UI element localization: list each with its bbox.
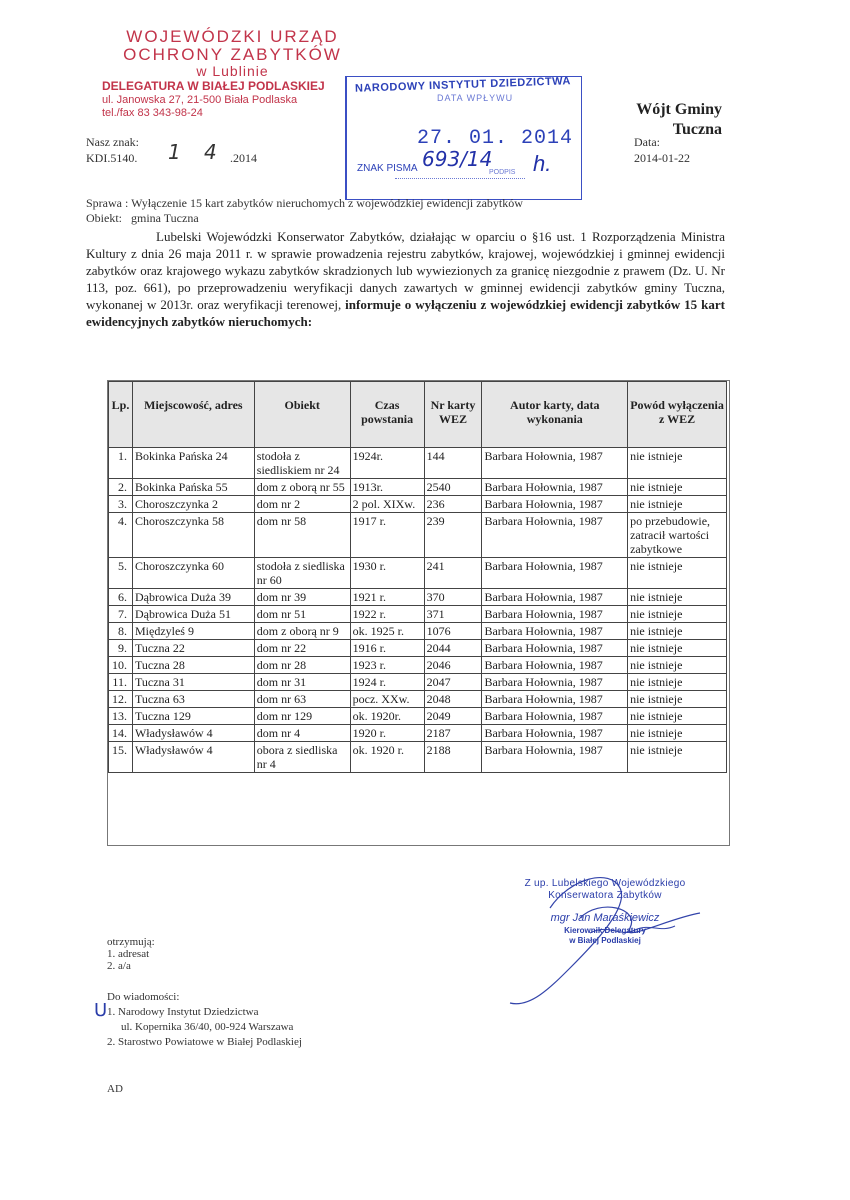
subject-sprawa: Sprawa : Wyłączenie 15 kart zabytków nieruchomych z wojewódzkiej ewidencji zabytków [86, 196, 523, 210]
table-cell: Barbara Hołownia, 1987 [482, 623, 628, 640]
table-row [109, 496, 727, 513]
table-cell: Międzyleś 9 [132, 623, 254, 640]
table-cell: 2. [109, 479, 133, 496]
table-cell: 7. [109, 606, 133, 623]
table-cell: dom nr 39 [254, 589, 350, 606]
table-row [109, 448, 727, 479]
table-cell: Barbara Hołownia, 1987 [482, 691, 628, 708]
table-cell: ok. 1920 r. [350, 742, 424, 773]
signature-stamp-line: Z up. Lubelskiego Wojewódzkiego [524, 878, 686, 889]
table-cell: nie istnieje [628, 691, 727, 708]
table-cell: 2046 [424, 657, 482, 674]
table-cell: 236 [424, 496, 482, 513]
table-cell: 2044 [424, 640, 482, 657]
table-cell: pocz. XXw. [350, 691, 424, 708]
table-cell: po przebudowie, zatracił wartości zabytkowe [628, 513, 727, 558]
table-cell: nie istnieje [628, 558, 727, 589]
signature-stamp-line: Konserwatora Zabytków [548, 890, 662, 901]
table-cell: Barbara Hołownia, 1987 [482, 496, 628, 513]
ref-label: Nasz znak: [86, 135, 139, 149]
table-cell: 13. [109, 708, 133, 725]
table-cell: dom nr 2 [254, 496, 350, 513]
body-paragraph [86, 228, 725, 330]
recipients-block [107, 936, 155, 972]
table-cell: 2188 [424, 742, 482, 773]
table-cell: 370 [424, 589, 482, 606]
addressee-line: Tuczna [672, 121, 722, 138]
table-cell: Tuczna 31 [132, 674, 254, 691]
table-cell: obora z siedliska nr 4 [254, 742, 350, 773]
table-cell: ok. 1925 r. [350, 623, 424, 640]
table-cell: stodoła z siedliskiem nr 24 [254, 448, 350, 479]
table-cell: nie istnieje [628, 674, 727, 691]
table-header-cell: Autor karty, data wykonania [482, 382, 628, 448]
cc-line: ul. Kopernika 36/40, 00-924 Warszawa [121, 1021, 294, 1033]
received-podpis-label: PODPIS [489, 169, 516, 176]
letterhead-line: w Lublinie [196, 63, 269, 79]
table-cell: 2047 [424, 674, 482, 691]
table-cell: stodoła z siedliska nr 60 [254, 558, 350, 589]
letterhead-line: WOJEWÓDZKI URZĄD [126, 27, 339, 46]
table-cell: dom nr 4 [254, 725, 350, 742]
recipient-item: 2. a/a [107, 960, 131, 972]
received-znak-label: ZNAK PISMA [357, 163, 418, 174]
table-cell: 1916 r. [350, 640, 424, 657]
table-cell: 1076 [424, 623, 482, 640]
table-cell: 2187 [424, 725, 482, 742]
table-cell: Barbara Hołownia, 1987 [482, 742, 628, 773]
ref-prefix: KDI.5140. [86, 151, 138, 165]
received-stamp [345, 76, 582, 200]
letterhead-phone: tel./fax 83 343-98-24 [102, 107, 203, 119]
table-cell: Tuczna 63 [132, 691, 254, 708]
recipients-label: otrzymują: [107, 936, 155, 948]
table-cell: Barbara Hołownia, 1987 [482, 558, 628, 589]
received-stamp-label: DATA WPŁYWU [437, 93, 514, 103]
table-header-cell: Nr karty WEZ [424, 382, 482, 448]
table-cell: dom nr 31 [254, 674, 350, 691]
table-body [109, 448, 727, 773]
table-cell: 3. [109, 496, 133, 513]
table-cell: 1924r. [350, 448, 424, 479]
letterhead-stamp [100, 28, 365, 120]
dotted-line [395, 178, 525, 179]
table-cell: dom z oborą nr 55 [254, 479, 350, 496]
table-row [109, 606, 727, 623]
table-row [109, 725, 727, 742]
table-cell: 1917 r. [350, 513, 424, 558]
table-cell: 8. [109, 623, 133, 640]
table-cell: 2049 [424, 708, 482, 725]
table-cell: Władysławów 4 [132, 742, 254, 773]
table-cell: Dąbrowica Duża 39 [132, 589, 254, 606]
cc-line: 1. Narodowy Instytut Dziedzictwa [107, 1006, 259, 1018]
table-cell: 15. [109, 742, 133, 773]
table-cell: 9. [109, 640, 133, 657]
table-row [109, 657, 727, 674]
table-row [109, 558, 727, 589]
table-cell: Barbara Hołownia, 1987 [482, 589, 628, 606]
table-cell: 12. [109, 691, 133, 708]
cc-line: 2. Starostwo Powiatowe w Białej Podlaskiej [107, 1036, 302, 1048]
signature-stamp-name: mgr Jan Maraśkiewicz [550, 912, 660, 924]
table-cell: Tuczna 129 [132, 708, 254, 725]
table-cell: 1930 r. [350, 558, 424, 589]
table-cell: 1. [109, 448, 133, 479]
table-cell: 2048 [424, 691, 482, 708]
table-row [109, 708, 727, 725]
table-cell: Barbara Hołownia, 1987 [482, 448, 628, 479]
table-cell: nie istnieje [628, 742, 727, 773]
signature-stamp-title: w Białej Podlaskiej [569, 936, 641, 945]
addressee [612, 100, 722, 140]
table-cell: nie istnieje [628, 708, 727, 725]
received-stamp-org: NARODOWY INSTYTUT DZIEDZICTWA [354, 75, 572, 95]
table-cell: nie istnieje [628, 448, 727, 479]
table-cell: 6. [109, 589, 133, 606]
table-cell: ok. 1920r. [350, 708, 424, 725]
subject-obiekt: Obiekt: gmina Tuczna [86, 211, 199, 225]
table-row [109, 589, 727, 606]
date-label: Data: [634, 135, 660, 149]
received-signature: h. [533, 151, 552, 176]
table-row [109, 674, 727, 691]
table-cell: Barbara Hołownia, 1987 [482, 640, 628, 657]
table-cell: 1921 r. [350, 589, 424, 606]
table-cell: dom nr 58 [254, 513, 350, 558]
table-cell: nie istnieje [628, 496, 727, 513]
table-cell: Choroszczynka 2 [132, 496, 254, 513]
table-cell: 144 [424, 448, 482, 479]
subject-block [86, 196, 523, 226]
table-cell: Choroszczynka 60 [132, 558, 254, 589]
handwritten-mark: U [94, 1000, 108, 1021]
ref-handwritten-1: 1 [168, 140, 181, 164]
table-row [109, 479, 727, 496]
table-cell: Barbara Hołownia, 1987 [482, 479, 628, 496]
table-cell: dom nr 51 [254, 606, 350, 623]
table-row [109, 640, 727, 657]
table-header-cell: Obiekt [254, 382, 350, 448]
cc-label: Do wiadomości: [107, 991, 180, 1003]
table-cell: 1924 r. [350, 674, 424, 691]
received-znak-value: 693/14 [422, 147, 493, 171]
table-cell: Bokinka Pańska 55 [132, 479, 254, 496]
table-cell: Władysławów 4 [132, 725, 254, 742]
table-cell: 14. [109, 725, 133, 742]
table-header-cell: Lp. [109, 382, 133, 448]
table-cell: dom nr 22 [254, 640, 350, 657]
table-cell: Choroszczynka 58 [132, 513, 254, 558]
date-value: 2014-01-22 [634, 151, 690, 165]
table-cell: nie istnieje [628, 657, 727, 674]
table-cell: 1913r. [350, 479, 424, 496]
table-cell: 10. [109, 657, 133, 674]
table-cell: Tuczna 28 [132, 657, 254, 674]
table-cell: Barbara Hołownia, 1987 [482, 606, 628, 623]
table-cell: 5. [109, 558, 133, 589]
table-cell: nie istnieje [628, 589, 727, 606]
table-cell: 2 pol. XIXw. [350, 496, 424, 513]
letterhead-line: OCHRONY ZABYTKÓW [123, 45, 342, 64]
recipient-item: 1. adresat [107, 948, 150, 960]
letterhead-line: DELEGATURA W BIAŁEJ PODLASKIEJ [102, 79, 325, 93]
addressee-line: Wójt Gminy [636, 101, 722, 118]
table-row [109, 513, 727, 558]
signature-stamp-title: Kierownik Delegatury [564, 926, 646, 935]
table-row [109, 691, 727, 708]
table-cell: 1922 r. [350, 606, 424, 623]
ref-year: .2014 [230, 151, 257, 165]
table-cell: nie istnieje [628, 623, 727, 640]
table-cell: Barbara Hołownia, 1987 [482, 725, 628, 742]
table-cell: Barbara Hołownia, 1987 [482, 674, 628, 691]
table-cell: dom nr 63 [254, 691, 350, 708]
table-header-cell: Miejscowość, adres [132, 382, 254, 448]
table-cell: 1923 r. [350, 657, 424, 674]
table-cell: dom nr 28 [254, 657, 350, 674]
table-cell: 371 [424, 606, 482, 623]
table-cell: nie istnieje [628, 479, 727, 496]
table-cell: 4. [109, 513, 133, 558]
monuments-table [108, 381, 727, 773]
table-cell: Barbara Hołownia, 1987 [482, 657, 628, 674]
ref-handwritten-2: 4 [204, 140, 217, 164]
table-cell: Barbara Hołownia, 1987 [482, 708, 628, 725]
table-cell: 2540 [424, 479, 482, 496]
signature-stamp [505, 878, 705, 946]
letterhead-address: ul. Janowska 27, 21-500 Biała Podlaska [102, 94, 298, 106]
table-cell: dom z oborą nr 9 [254, 623, 350, 640]
table-cell: nie istnieje [628, 606, 727, 623]
cc-block [107, 990, 302, 1050]
table-cell: 241 [424, 558, 482, 589]
table-header-cell: Powód wyłączenia z WEZ [628, 382, 727, 448]
body-text: Lubelski Wojewódzki Konserwator Zabytków, działając w oparciu o §16 ust. 1 Rozporządzenia Ministra Kultury z dnia 26 maja 2011 r. w sprawie prowadzenia rejestru zabytków, krajowej, wojewódzkiej i gminnej ewidencji zabytków oraz krajowego wykazu zabytków skradzionych lub wywiezionych za granicę niezgodnie z prawem (Dz. U. Nr 113, poz. 661), po przeprowadzeniu weryfikacji danych zawartych w gminnej ewidencji zabytków gminy Tuczna, wykonanej w 2013r. oraz weryfikacji terenowej, [86, 229, 725, 312]
table-row [109, 742, 727, 773]
table-cell: dom nr 129 [254, 708, 350, 725]
table-cell: nie istnieje [628, 725, 727, 742]
table-cell: Barbara Hołownia, 1987 [482, 513, 628, 558]
table-cell: 239 [424, 513, 482, 558]
received-date: 27. 01. 2014 [417, 127, 574, 150]
table-cell: Bokinka Pańska 24 [132, 448, 254, 479]
body-bold-text: informuje o wyłączeniu z wojewódzkiej ewidencji zabytków 15 kart ewidencyjnych zabytków nieruchomych: [86, 297, 725, 329]
table-cell: Tuczna 22 [132, 640, 254, 657]
table-header-row [109, 382, 727, 448]
table-cell: Dąbrowica Duża 51 [132, 606, 254, 623]
table-cell: 11. [109, 674, 133, 691]
table-header-cell: Czas powstania [350, 382, 424, 448]
table-row [109, 623, 727, 640]
table-cell: nie istnieje [628, 640, 727, 657]
footer-initials: AD [107, 1083, 123, 1095]
table-cell: 1920 r. [350, 725, 424, 742]
